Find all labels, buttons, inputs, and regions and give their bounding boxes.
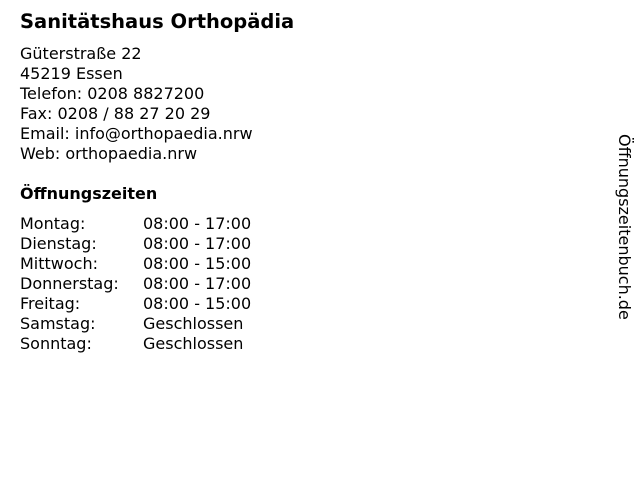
day-label: Samstag: (20, 314, 96, 333)
day-label: Donnerstag: (20, 274, 119, 293)
hours-row-monday (20, 214, 320, 234)
website[interactable]: Web: orthopaedia.nrw (20, 144, 198, 163)
brand-watermark-text: Öffnungszeitenbuch.de (615, 134, 634, 320)
opening-hours-table (20, 214, 320, 354)
brand-watermark (614, 134, 634, 364)
opening-hours-heading: Öffnungszeiten (20, 184, 158, 203)
email-address[interactable]: Email: info@orthopaedia.nrw (20, 124, 253, 143)
phone-number[interactable]: Telefon: 0208 8827200 (20, 84, 205, 103)
day-label: Montag: (20, 214, 86, 233)
fax-number: Fax: 0208 / 88 27 20 29 (20, 104, 211, 123)
day-label: Mittwoch: (20, 254, 98, 273)
hours-row-sunday (20, 334, 320, 354)
contact-block (20, 44, 253, 164)
day-label: Freitag: (20, 294, 81, 313)
hours-value: 08:00 - 17:00 (143, 234, 252, 253)
city-postal: 45219 Essen (20, 64, 123, 83)
hours-row-tuesday (20, 234, 320, 254)
hours-value: 08:00 - 17:00 (143, 214, 252, 233)
hours-value: 08:00 - 15:00 (143, 294, 252, 313)
hours-value: Geschlossen (143, 334, 244, 353)
day-label: Sonntag: (20, 334, 92, 353)
day-label: Dienstag: (20, 234, 97, 253)
business-name: Sanitätshaus Orthopädia (20, 10, 295, 33)
hours-value: 08:00 - 17:00 (143, 274, 252, 293)
hours-value: 08:00 - 15:00 (143, 254, 252, 273)
hours-value: Geschlossen (143, 314, 244, 333)
hours-row-friday (20, 294, 320, 314)
hours-row-thursday (20, 274, 320, 294)
hours-row-wednesday (20, 254, 320, 274)
hours-row-saturday (20, 314, 320, 334)
street-address: Güterstraße 22 (20, 44, 142, 63)
